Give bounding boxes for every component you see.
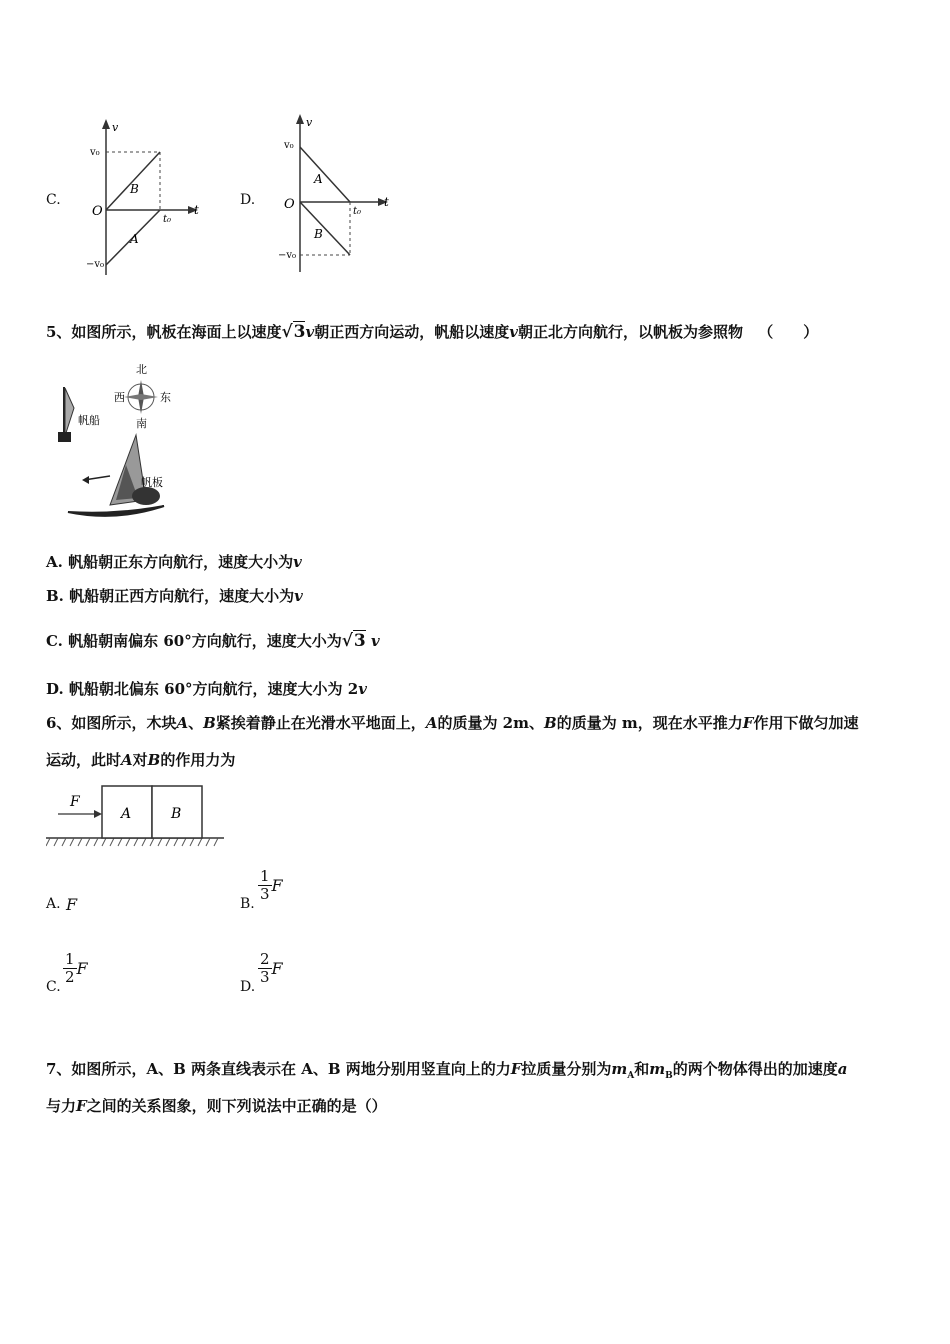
line-b (300, 202, 350, 255)
q6-option-c-label: C. (46, 979, 61, 995)
line-b-label: B (130, 182, 139, 196)
block-b-label: B (171, 806, 182, 822)
q5-option-a: A. 帆船朝正东方向航行，速度大小为v (46, 553, 302, 571)
q7-stem-line1: 7、如图所示，A、B 两条直线表示在 A、B 两地分别用竖直向上的力F拉质量分别为$m_A$和$m_B$的两个物体得出的加速度a (46, 1060, 848, 1081)
q6-stem-line2: 运动，此时A对B的作用力为 (46, 751, 236, 769)
sqrt3: √3 (281, 322, 306, 342)
t0-label: t₀ (353, 206, 362, 217)
v-axis-arrow (296, 114, 304, 124)
force-arrow-head (94, 810, 102, 818)
sailboat-icon (58, 387, 74, 442)
q7-stem-line2: 与力F之间的关系图象，则下列说法中正确的是（） (46, 1097, 387, 1115)
neg-v0-label: −v₀ (86, 259, 105, 270)
line-b-label: B (314, 227, 323, 241)
origin-label: O (284, 197, 295, 212)
origin-label: O (92, 204, 103, 219)
var-v: v (509, 323, 518, 341)
q5-option-b: B. 帆船朝正西方向航行，速度大小为v (46, 587, 303, 605)
line-a-label: A (314, 172, 323, 186)
west-label: 西 (114, 391, 125, 404)
q5-option-d: D. 帆船朝北偏东 60°方向航行，速度大小为 2v (46, 680, 367, 698)
option-d-label: D. (240, 192, 256, 208)
force-label: F (70, 794, 80, 810)
v-axis-arrow (102, 119, 110, 129)
v0-label: v₀ (90, 147, 100, 158)
t-axis-label: t (384, 195, 389, 209)
graph-d (278, 110, 398, 278)
boat-label: 帆船 (78, 414, 100, 427)
q5-option-c: C. 帆船朝南偏东 60°方向航行，速度大小为√3 v (46, 631, 380, 651)
answer-blank: （ ） (758, 323, 819, 341)
q5-figure (46, 360, 196, 530)
ground-hatch (46, 838, 218, 846)
line-a (300, 147, 350, 202)
graph-c (84, 115, 214, 280)
block-a-label: A (121, 806, 132, 822)
q6-option-d-label: D. (240, 979, 256, 995)
t-axis-label: t (194, 203, 199, 217)
q6-option-b-fraction: $\frac{1}{3}$ F (260, 867, 283, 903)
v0-label: v₀ (284, 140, 294, 151)
q6-stem-line1: 6、如图所示，木块A、B紧挨着静止在光滑水平地面上，A的质量为 2m、B的质量为 m，现在水平推力F作用下做匀加速 (46, 714, 859, 732)
v-axis-label: v (306, 116, 313, 129)
option-c-label: C. (46, 192, 61, 208)
v-axis-label: v (112, 121, 119, 134)
t0-label: t₀ (163, 214, 172, 225)
east-label: 东 (160, 391, 171, 404)
neg-v0-label: −v₀ (278, 250, 297, 261)
north-label: 北 (136, 363, 147, 376)
south-label: 南 (136, 417, 147, 430)
q6-option-d-fraction: $\frac{2}{3}$ F (260, 950, 283, 986)
q6-figure (46, 780, 228, 852)
line-a-label: A (130, 232, 139, 246)
q5-lead: 5、如图所示，帆板在海面上以速度 (46, 323, 282, 341)
compass-needle-h (124, 394, 158, 400)
var-v: v (305, 323, 315, 341)
q6-option-a-label: A. (46, 896, 61, 912)
board-label: 帆板 (141, 476, 163, 489)
line-b (106, 152, 160, 210)
q6-option-b-label: B. (240, 896, 255, 912)
q5-stem: 5、如图所示，帆板在海面上以速度√3v朝正西方向运动，帆船以速度v朝正北方向航行，以帆板为参照物 （ ） (46, 322, 819, 342)
sqrt3: √3 (341, 631, 366, 651)
q6-option-c-fraction: $\frac{1}{2}$ F (65, 950, 88, 986)
q6-option-a-value: F (66, 895, 78, 914)
